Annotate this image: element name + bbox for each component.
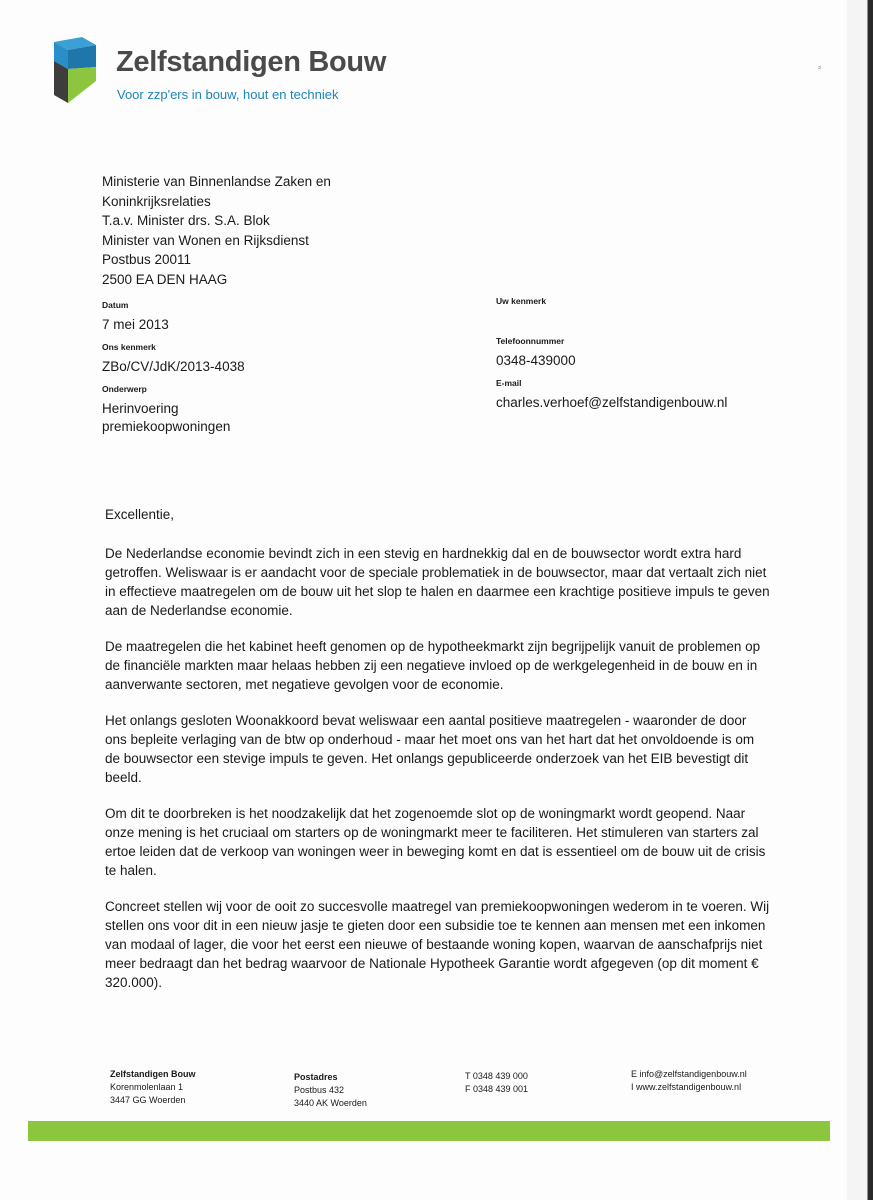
brand-tagline: Voor zzp'ers in bouw, hout en techniek [117, 87, 339, 102]
addressee-line: Koninkrijksrelaties [102, 193, 211, 209]
footer-website: I www.zelfstandigenbouw.nl [631, 1082, 742, 1092]
telefoon-label: Telefoonnummer [496, 336, 565, 346]
footer-phone-f: F 0348 439 001 [465, 1084, 529, 1094]
paragraph: Om dit te doorbreken is het noodzakelijk dat het zogenoemde slot op de woningmarkt wordt geopend. Naar onze mening is het cruciaal om starters op de woningmarkt meer te faciliteren. Het stimuleren van starters zal ertoe leiden dat de verkoop van woningen weer in beweging komt en dat is essentieel om de bouw uit de crisis te halen. [105, 806, 766, 878]
meta-left [102, 300, 245, 444]
meta-right [496, 296, 727, 420]
uw-kenmerk-label: Uw kenmerk [496, 296, 547, 306]
brand-name: Zelfstandigen Bouw [116, 46, 387, 78]
footer-org-name: Zelfstandigen Bouw [110, 1069, 196, 1079]
paragraph: De maatregelen die het kabinet heeft genomen op de hypotheekmarkt zijn begrijpelijk vanuit de problemen op de financiële markten maar helaas hebben zij een negatieve invloed op de werkgelegenheid in de bouw en in aanverwante sectoren, met negatieve gevolgen voor de economie. [105, 639, 761, 692]
datum-value: 7 mei 2013 [102, 317, 169, 332]
footer-post-line: Postbus 432 [294, 1085, 345, 1095]
addressee-line: 2500 EA DEN HAAG [102, 271, 228, 287]
onderwerp-label: Onderwerp [102, 384, 147, 394]
kenmerk-value: ZBo/CV/JdK/2013-4038 [102, 359, 245, 374]
scan-edge [847, 0, 873, 1200]
onderwerp-line: Herinvoering [102, 401, 179, 416]
addressee-line: Ministerie van Binnenlandse Zaken en [102, 174, 331, 189]
datum-label: Datum [102, 300, 129, 310]
onderwerp-line: premiekoopwoningen [102, 419, 231, 434]
addressee-line: T.a.v. Minister drs. S.A. Blok [102, 213, 270, 228]
footer-web [631, 1068, 747, 1094]
email-value: charles.verhoef@zelfstandigenbouw.nl [496, 395, 728, 410]
footer-post-label: Postadres [294, 1072, 338, 1082]
addressee-line: Postbus 20011 [102, 252, 192, 267]
footer-phone-t: T 0348 439 000 [465, 1071, 528, 1081]
paragraph: Concreet stellen wij voor de ooit zo succesvolle maatregel van premiekoopwoningen wederom in te voeren. Wij stellen ons voor dit in een nieuw jasje te gieten door een subsidie toe te kennen aan mensen met een inkomen van modaal of lager, die voor het eerst een nieuwe of bestaande woning kopen, waarvan de aanschafprijs niet meer bedraagt dan het bedrag waarvoor de Nationale Hypotheek Garantie wordt afgegeven (op dit moment € 320.000). [105, 899, 770, 990]
footer-org-line: Korenmolenlaan 1 [110, 1082, 184, 1092]
kenmerk-label: Ons kenmerk [102, 342, 156, 352]
salutation: Excellentie, [105, 507, 175, 522]
footer-phone [465, 1070, 528, 1096]
telefoon-value: 0348-439000 [496, 353, 576, 368]
footer-org [110, 1068, 196, 1107]
addressee-line: Minister van Wonen en Rijksdienst [102, 232, 309, 248]
email-label: E-mail [496, 378, 522, 388]
paragraph: De Nederlandse economie bevindt zich in een stevig en hardnekkig dal en de bouwsector wordt extra hard getroffen. Weliswaar is er aandacht voor de speciale problematiek in de bouwsector, maar dat vertaalt zich niet in effectieve maatregelen om de bouw uit het slop te halen en daarmee een krachtige positieve impuls te geven aan de Nederlandse economie. [105, 546, 770, 618]
footer-post [294, 1071, 367, 1110]
onderwerp-value [102, 400, 245, 436]
footer-post-line: 3440 AK Woerden [294, 1098, 367, 1108]
footer-bar [28, 1121, 830, 1141]
scan-mark: ⸗ [818, 62, 822, 73]
letter-body [105, 505, 770, 1009]
footer-org-line: 3447 GG Woerden [110, 1095, 186, 1105]
logo-icon [52, 37, 98, 103]
addressee-block [102, 172, 331, 289]
footer-email: E info@zelfstandigenbouw.nl [631, 1069, 747, 1079]
paragraph: Het onlangs gesloten Woonakkoord bevat weliswaar een aantal positieve maatregelen - waaronder de door ons bepleite verlaging van de btw op onderhoud - maar het moet ons van het hart dat het onvoldoende is om de bouwsector een stevige impuls te geven. Het onlangs gepubliceerde onderzoek van het EIB bevestigt dit beeld. [105, 713, 755, 785]
